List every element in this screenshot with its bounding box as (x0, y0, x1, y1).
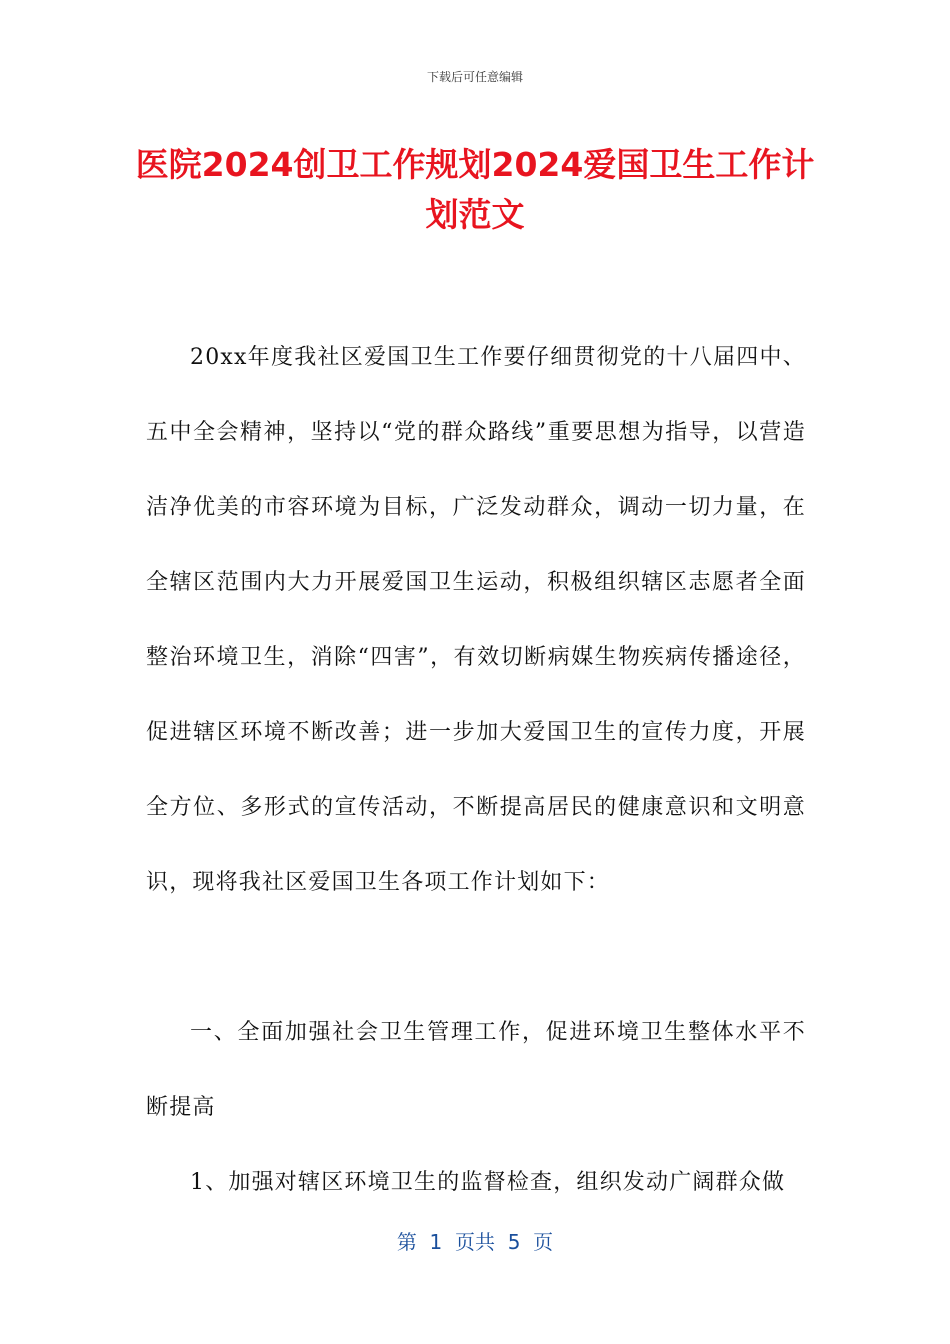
paragraph-intro: 20xx年度我社区爱国卫生工作要仔细贯彻党的十八届四中、五中全会精神，坚持以“党的群众路线”重要思想为指导，以营造洁净优美的市容环境为目标，广泛发动群众，调动一切力量，在全辖区范围内大力开展爱国卫生运动，积极组织辖区志愿者全面整治环境卫生，消除“四害”，有效切断病媒生物疾病传播途径，促进辖区环境不断改善；进一步加大爱国卫生的宣传力度，开展全方位、多形式的宣传活动，不断提高居民的健康意识和文明意识，现将我社区爱国卫生各项工作计划如下： (146, 345, 806, 895)
page-footer: 第 1 页共 5 页 (396, 1230, 554, 1254)
header-note: 下载后可任意编辑 (426, 70, 523, 84)
section-heading-1: 一、全面加强社会卫生管理工作，促进环境卫生整体水平不断提高 (146, 1020, 806, 1120)
paragraph-item-1: 1、加强对辖区环境卫生的监督检查，组织发动广阔群众做 (190, 1170, 786, 1195)
document-body (146, 320, 806, 1220)
paragraph-gap (146, 920, 806, 995)
document-title: 医院2024创卫工作规划2024爱国卫生工作计划范文 (135, 145, 815, 234)
